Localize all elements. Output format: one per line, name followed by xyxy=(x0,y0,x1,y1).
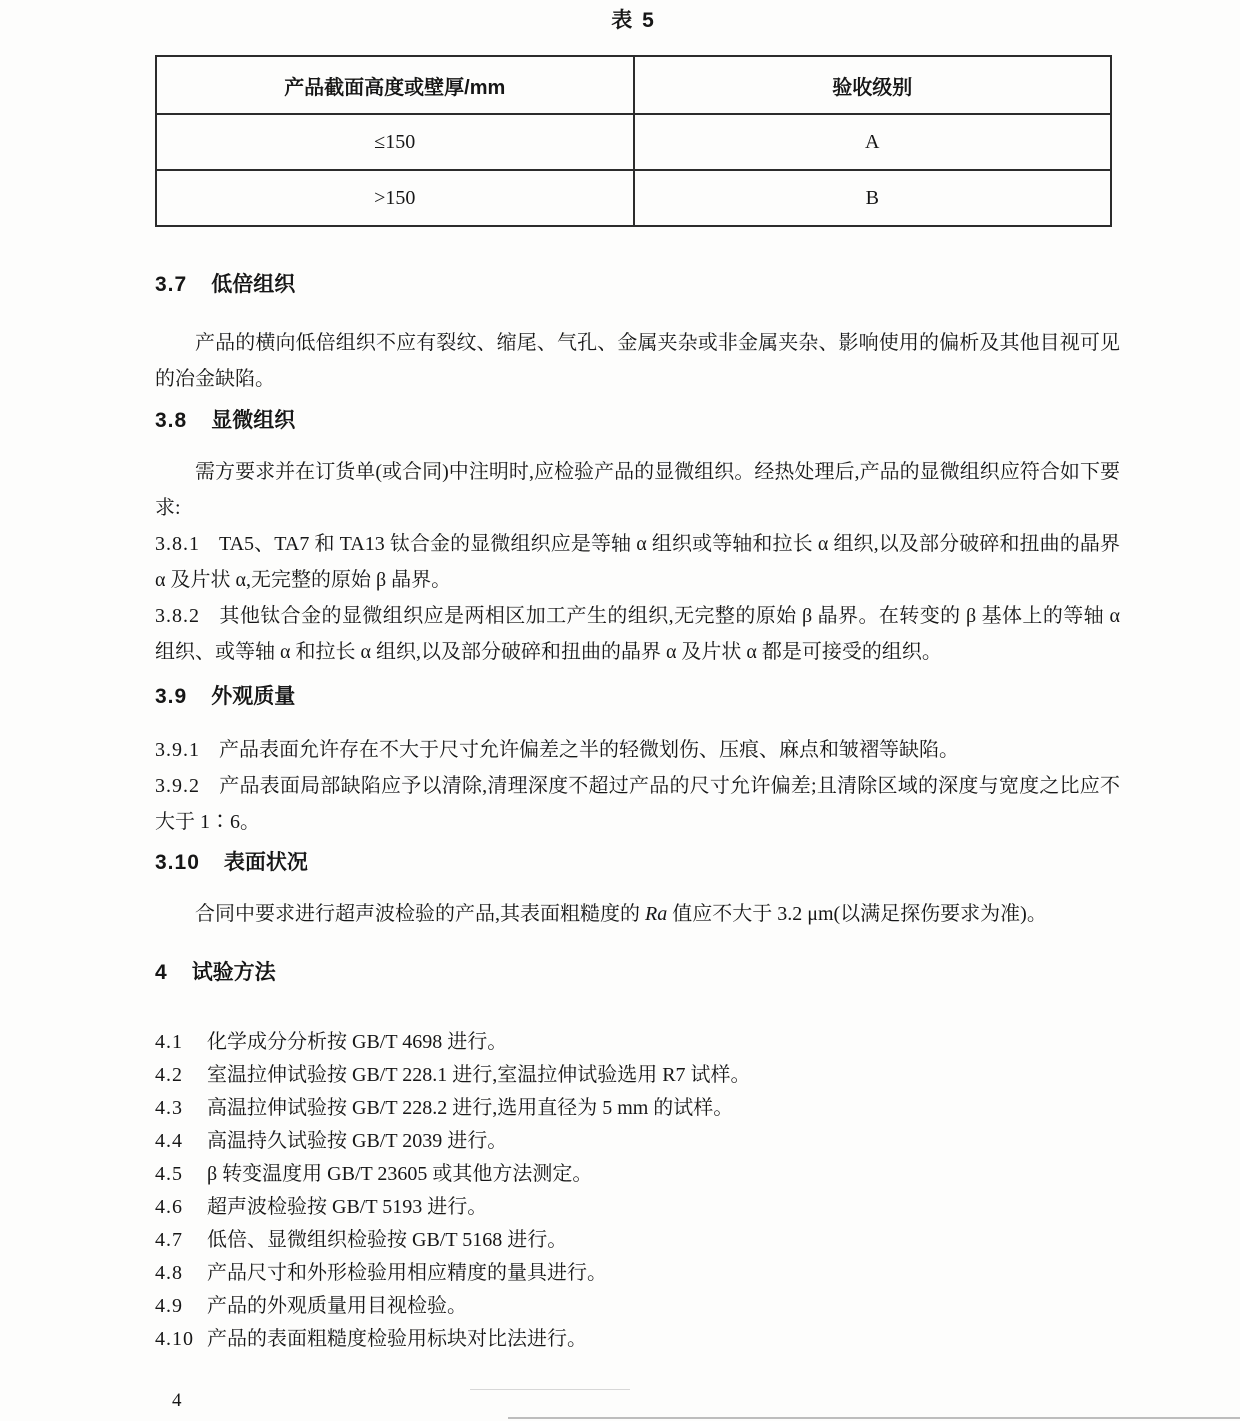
clause-number: 4.10 xyxy=(155,1328,194,1350)
ra-symbol: Ra xyxy=(645,903,668,925)
clause-text: 高温拉伸试验按 GB/T 228.2 进行,选用直径为 5 mm 的试样。 xyxy=(207,1097,734,1119)
section-number: 4 xyxy=(155,961,168,984)
section-number: 3.8 xyxy=(155,409,188,432)
paragraph-3-7: 产品的横向低倍组织不应有裂纹、缩尾、气孔、金属夹杂或非金属夹杂、影响使用的偏析及其他目视可见的冶金缺陷。 xyxy=(155,332,1120,390)
clause-3-9-2 xyxy=(155,768,1120,840)
clause-number: 3.9.2 xyxy=(155,775,200,797)
paragraph-text: 值应不大于 3.2 μm(以满足探伤要求为准)。 xyxy=(667,903,1047,925)
clause-number: 4.8 xyxy=(155,1262,183,1284)
clause-text: 低倍、显微组织检验按 GB/T 5168 进行。 xyxy=(207,1229,568,1251)
clause-text: 产品的表面粗糙度检验用标块对比法进行。 xyxy=(207,1328,587,1350)
clause-text: 产品表面允许存在不大于尺寸允许偏差之半的轻微划伤、压痕、麻点和皱褶等缺陷。 xyxy=(219,739,959,761)
list-item-4-3 xyxy=(155,1092,1120,1125)
clause-number: 4.5 xyxy=(155,1163,183,1185)
section-number: 3.7 xyxy=(155,273,188,296)
page-number: 4 xyxy=(172,1390,182,1411)
page-content xyxy=(155,8,1120,1356)
clause-number: 4.7 xyxy=(155,1229,183,1251)
list-item-4-7 xyxy=(155,1224,1120,1257)
section-title: 低倍组织 xyxy=(211,273,296,296)
clause-number: 4.4 xyxy=(155,1130,183,1152)
paragraph-text: 合同中要求进行超声波检验的产品,其表面粗糙度的 xyxy=(195,903,645,925)
table-header-row xyxy=(156,56,1111,114)
section-heading-4 xyxy=(155,960,1120,986)
clause-text: 产品表面局部缺陷应予以清除,清理深度不超过产品的尺寸允许偏差;且清除区域的深度与宽度之比应不大于 1∶6。 xyxy=(155,775,1120,833)
section-number: 3.9 xyxy=(155,685,188,708)
acceptance-grade-table xyxy=(155,55,1112,227)
list-item-4-5 xyxy=(155,1158,1120,1191)
clause-number: 4.3 xyxy=(155,1097,183,1119)
clause-text: 超声波检验按 GB/T 5193 进行。 xyxy=(207,1196,488,1218)
clause-3-8-1 xyxy=(155,526,1120,598)
clause-text: 产品的外观质量用目视检验。 xyxy=(207,1295,467,1317)
table-row xyxy=(156,170,1111,226)
clause-text: 其他钛合金的显微组织应是两相区加工产生的组织,无完整的原始 β 晶界。在转变的 β 基体上的等轴 α 组织、或等轴 α 和拉长 α 组织,以及部分破碎和扭曲的晶界 α 及片状 α 都是可接受的组织。 xyxy=(155,605,1120,663)
clause-text: β 转变温度用 GB/T 23605 或其他方法测定。 xyxy=(207,1163,593,1185)
clause-number: 4.6 xyxy=(155,1196,183,1218)
clause-text: 产品尺寸和外形检验用相应精度的量具进行。 xyxy=(207,1262,607,1284)
table-header-acceptance-grade: 验收级别 xyxy=(634,56,1112,114)
paragraph-3-10 xyxy=(155,896,1120,932)
list-item-4-10 xyxy=(155,1323,1120,1356)
table-cell-grade: B xyxy=(634,170,1112,226)
section-heading-3-8 xyxy=(155,408,1120,434)
clause-text: 化学成分分析按 GB/T 4698 进行。 xyxy=(207,1031,508,1053)
clause-number: 3.8.1 xyxy=(155,533,200,555)
section-title: 试验方法 xyxy=(191,961,276,984)
list-item-4-4 xyxy=(155,1125,1120,1158)
list-item-4-8 xyxy=(155,1257,1120,1290)
section-heading-3-10 xyxy=(155,850,1120,876)
list-item-4-1 xyxy=(155,1026,1120,1059)
table-row xyxy=(156,114,1111,170)
clause-number: 4.9 xyxy=(155,1295,183,1317)
clause-number: 4.2 xyxy=(155,1064,183,1086)
section-title: 外观质量 xyxy=(211,685,296,708)
clause-text: 室温拉伸试验按 GB/T 228.1 进行,室温拉伸试验选用 R7 试样。 xyxy=(207,1064,751,1086)
section-number: 3.10 xyxy=(155,851,200,874)
table-cell-thickness: >150 xyxy=(156,170,634,226)
section-title: 表面状况 xyxy=(223,851,308,874)
section-heading-3-9 xyxy=(155,684,1120,710)
list-item-4-2 xyxy=(155,1059,1120,1092)
list-item-4-6 xyxy=(155,1191,1120,1224)
clause-number: 3.8.2 xyxy=(155,605,200,627)
clause-3-9-1 xyxy=(155,732,1120,768)
section-title: 显微组织 xyxy=(211,409,296,432)
clause-number: 4.1 xyxy=(155,1031,183,1053)
paragraph-3-8: 需方要求并在订货单(或合同)中注明时,应检验产品的显微组织。经热处理后,产品的显微组织应符合如下要求: xyxy=(155,461,1120,519)
section-heading-3-7 xyxy=(155,272,1120,298)
scan-artifact-line xyxy=(508,1417,1240,1419)
scan-artifact xyxy=(470,1389,630,1390)
clause-text: TA5、TA7 和 TA13 钛合金的显微组织应是等轴 α 组织或等轴和拉长 α 组织,以及部分破碎和扭曲的晶界 α 及片状 α,无完整的原始 β 晶界。 xyxy=(155,533,1120,591)
table-header-section-height: 产品截面高度或壁厚/mm xyxy=(156,56,634,114)
table-cell-thickness: ≤150 xyxy=(156,114,634,170)
clause-3-8-2 xyxy=(155,598,1120,670)
table-caption: 表 5 xyxy=(611,9,656,32)
test-method-list xyxy=(155,1026,1120,1356)
table-cell-grade: A xyxy=(634,114,1112,170)
clause-number: 3.9.1 xyxy=(155,739,200,761)
clause-text: 高温持久试验按 GB/T 2039 进行。 xyxy=(207,1130,508,1152)
list-item-4-9 xyxy=(155,1290,1120,1323)
